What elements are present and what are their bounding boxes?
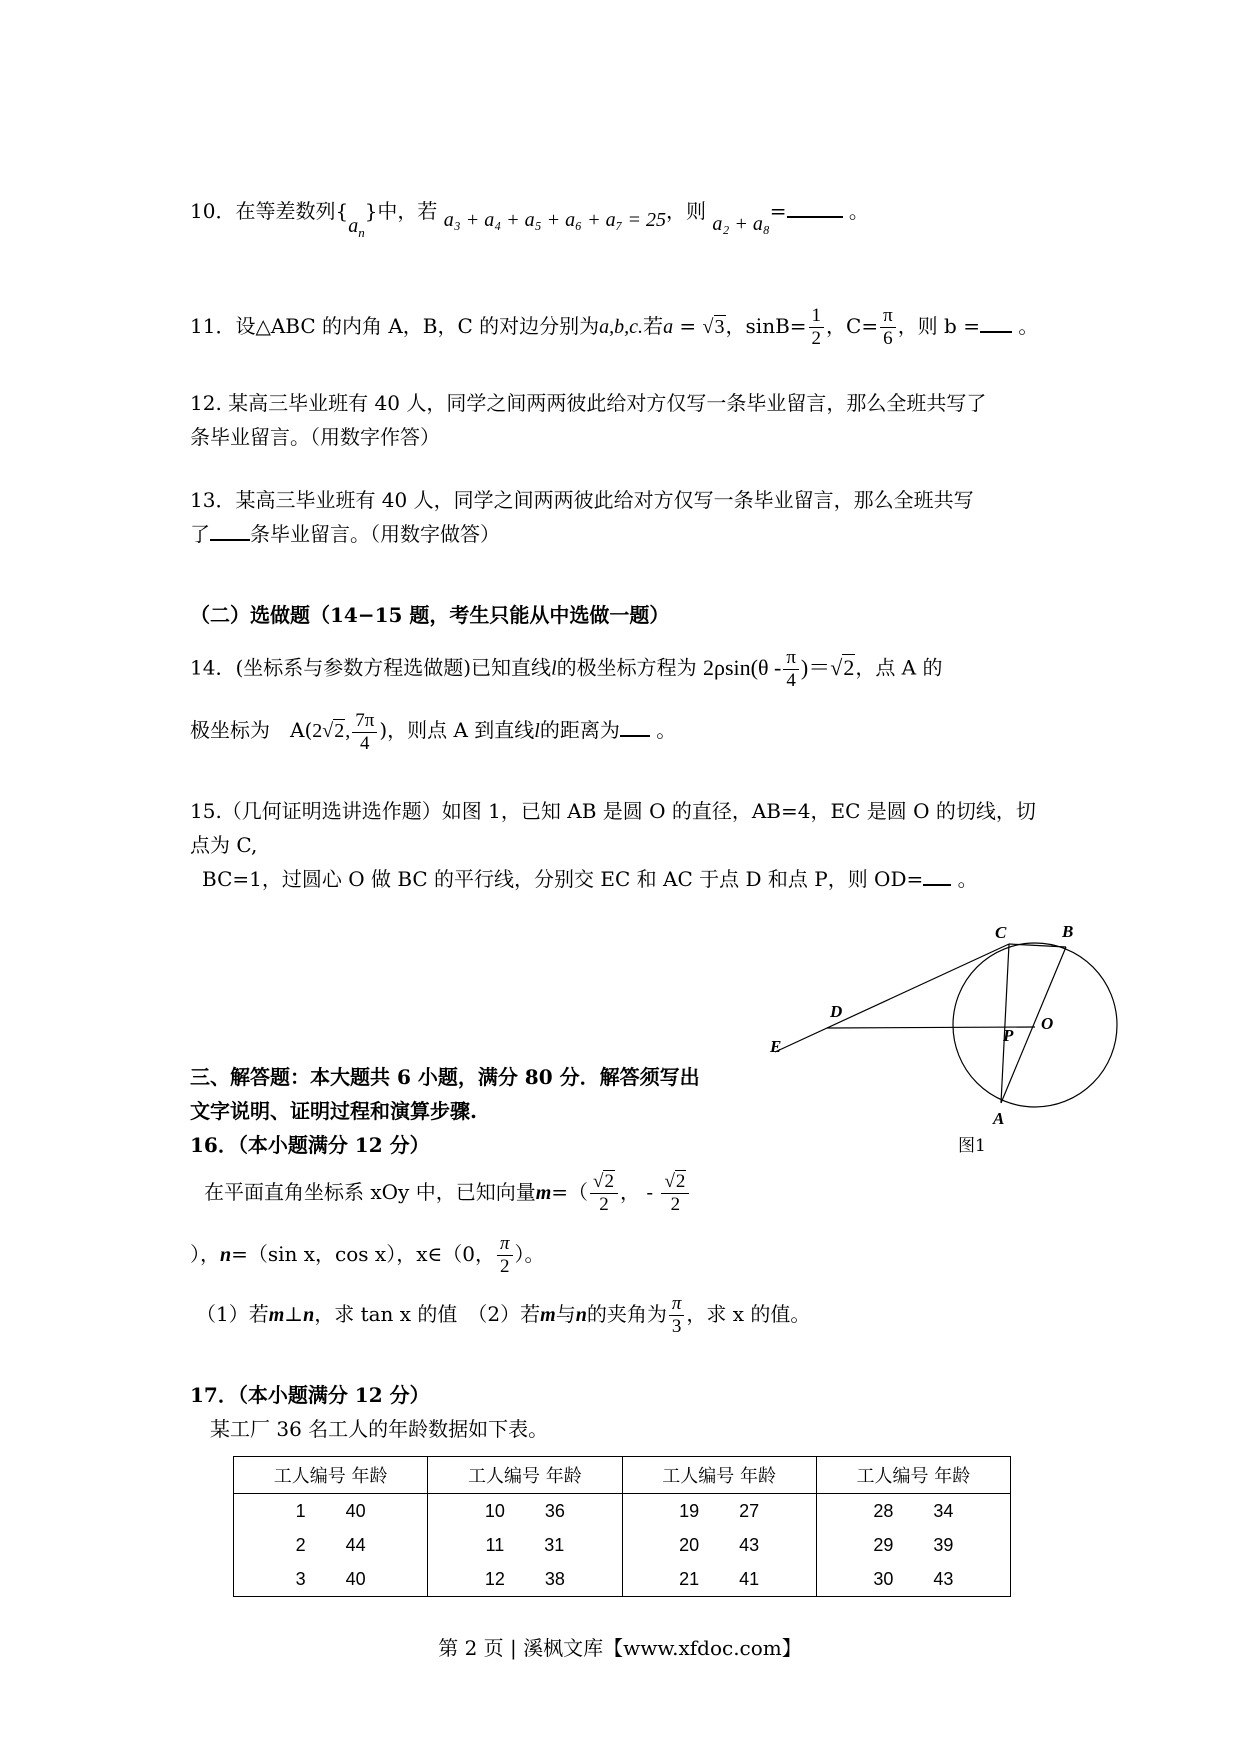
q13-answer-blank <box>210 521 250 541</box>
q11-sinb-frac: $\frac{1}{2}$ <box>809 305 825 350</box>
q16-text-1: 在平面直角坐标系 xOy 中，已知向量 <box>204 1180 536 1204</box>
label-d: D <box>830 1002 843 1021</box>
q17-intro: 某工厂 36 名工人的年龄数据如下表。 <box>210 1417 549 1441</box>
question-11 <box>190 305 1060 350</box>
q14-polar-coord: 2√2, $\frac{7\pi}{4}$ <box>312 720 379 742</box>
label-o: O <box>1041 1014 1054 1033</box>
worker-age: 40 <box>345 1568 366 1589</box>
q10-text-3: ，则 <box>666 199 707 223</box>
q11-eq: = <box>679 314 697 338</box>
chord-ca <box>1001 944 1009 1103</box>
label-e: E <box>770 1037 782 1056</box>
q11-c-frac: $\frac{\pi}{6}$ <box>880 305 896 350</box>
worker-id: 12 <box>484 1568 505 1589</box>
q10-condition: a₃ + a₄ + a₅ + a₆ + a₇ = 25 <box>443 209 667 231</box>
q10-text-2: }中，若 <box>364 199 438 223</box>
q14-text-6: 的距离为 <box>539 718 620 743</box>
table-cell <box>234 1562 428 1597</box>
circle-o <box>953 943 1117 1107</box>
q17-title: 17．（本小题满分 12 分） <box>190 1383 430 1407</box>
q14-line-l: l <box>551 657 557 680</box>
table-cell <box>428 1494 622 1529</box>
table-cell <box>234 1494 428 1529</box>
worker-age: 41 <box>739 1568 760 1589</box>
table-header-row <box>234 1457 1011 1494</box>
q13-line-1: 13．某高三毕业班有 40 人，同学之间两两彼此给对方仅写一条毕业留言，那么全班共写 <box>190 488 974 512</box>
q15-answer-blank <box>923 866 951 886</box>
table-cell <box>234 1528 428 1562</box>
label-a: A <box>993 1109 1005 1128</box>
q16-text-2: =（ <box>551 1180 589 1204</box>
q11-sqrt3: √3 <box>702 316 725 338</box>
q14-text-4: 极坐标为 A( <box>190 718 313 743</box>
q16-vector-n: n <box>220 1244 232 1266</box>
question-12 <box>190 386 1060 454</box>
worker-id: 29 <box>873 1534 894 1555</box>
worker-id: 1 <box>295 1500 306 1521</box>
table-cell <box>428 1562 622 1597</box>
table-header: 工人编号 年龄 <box>234 1457 428 1494</box>
q16-text-4: ）， <box>190 1242 220 1266</box>
q11-text-5: ，则 b = <box>897 314 980 338</box>
question-13 <box>190 483 1060 551</box>
q16-vector-m: m <box>535 1182 552 1204</box>
worker-age: 44 <box>345 1534 366 1555</box>
q16-frac-pi-2: $\frac{\pi}{2}$ <box>497 1233 513 1278</box>
q16-minus: - <box>646 1180 654 1204</box>
q16-text-3: ， <box>619 1180 640 1204</box>
q11-answer-blank <box>980 313 1012 333</box>
q15-line-2: 点为 C, <box>190 833 258 857</box>
table-header: 工人编号 年龄 <box>622 1457 816 1494</box>
label-c: C <box>995 923 1007 942</box>
question-14 <box>190 647 1060 692</box>
q16-parts: （1）若m⊥n，求 tan x 的值 （2）若m与n的夹角为 $\frac{\pi}{3}$ ，求 x 的值。 <box>196 1293 811 1337</box>
q16-frac-1: $\frac{√2}{2}$ <box>590 1171 618 1216</box>
section-3-heading <box>190 1060 790 1128</box>
q11-number: 11． <box>190 314 236 338</box>
q14-text-5: )，则点 A 到直线 <box>379 718 535 743</box>
q14-answer-blank <box>620 717 650 737</box>
q16-text-6: ）。 <box>514 1242 545 1266</box>
worker-id: 20 <box>679 1534 700 1555</box>
q11-period: 。 <box>1018 314 1039 338</box>
table-cell <box>816 1494 1010 1529</box>
q11-a: a <box>663 316 674 338</box>
q10-text-1: 在等差数列{ <box>235 199 349 223</box>
table-row <box>234 1528 1011 1562</box>
q10-ask: a₂ + a₈ <box>712 213 770 235</box>
page-footer: 第 2 页 | 溪枫文库【www.xfdoc.com】 <box>438 1636 802 1660</box>
figure-caption: 图1 <box>958 1136 986 1156</box>
q15-line-1: 15.（几何证明选讲选作题）如图 1，已知 AB 是圆 O 的直径，AB=4，EC 是圆 O 的切线，切 <box>190 799 1036 823</box>
q16-text-5: =（sin x，cos x），x∈（0， <box>231 1242 496 1266</box>
q16-body-line-2 <box>190 1230 1060 1279</box>
question-10 <box>190 194 1060 240</box>
q14-number: 14． <box>190 655 236 680</box>
worker-age: 34 <box>933 1500 954 1521</box>
worker-age: 43 <box>933 1568 954 1589</box>
question-14-line-2 <box>190 710 1060 755</box>
q14-equation: 2ρsin(θ - $\frac{\pi}{4}$ )＝√2 <box>702 647 855 691</box>
q16-frac-2: $\frac{√2}{2}$ <box>661 1171 689 1216</box>
table-header: 工人编号 年龄 <box>428 1457 622 1494</box>
diameter-ab <box>1001 947 1066 1103</box>
q10-answer-blank <box>787 198 843 218</box>
q11-sides: a,b,c. <box>599 316 644 338</box>
q10-number: 10． <box>190 199 236 223</box>
worker-age: 27 <box>739 1500 760 1521</box>
q10-period: 。 <box>848 199 869 223</box>
worker-id: 11 <box>485 1534 505 1555</box>
worker-age: 36 <box>544 1500 565 1521</box>
table-header: 工人编号 年龄 <box>816 1457 1010 1494</box>
worker-age: 38 <box>544 1568 565 1589</box>
q14-line-l-2: l <box>534 720 540 743</box>
q12-line-2: 条毕业留言。（用数字作答） <box>190 425 440 449</box>
table-cell <box>816 1562 1010 1597</box>
worker-id: 28 <box>873 1500 894 1521</box>
q14-text-2: 的极坐标方程为 <box>556 655 697 680</box>
table-cell <box>622 1494 816 1529</box>
worker-id: 2 <box>295 1534 306 1555</box>
table-row <box>234 1494 1011 1529</box>
q14-text-3: ，点 A 的 <box>855 655 943 680</box>
table-body <box>234 1494 1011 1597</box>
worker-id: 3 <box>295 1568 306 1589</box>
q16-frac-pi-3: $\frac{\pi}{3}$ <box>669 1293 685 1338</box>
q15-line-3: BC=1，过圆心 O 做 BC 的平行线，分别交 EC 和 AC 于点 D 和点 P，则 OD= 。 <box>202 867 978 891</box>
table-cell <box>816 1528 1010 1562</box>
section-2-heading: （二）选做题（14−15 题，考生只能从中选做一题） <box>190 603 670 627</box>
q11-text-1: 设△ABC 的内角 A，B，C 的对边分别为 <box>235 314 600 338</box>
worker-age-table <box>233 1456 1011 1597</box>
question-15 <box>190 794 1060 896</box>
tangent-ec <box>775 944 1009 1052</box>
worker-id: 19 <box>679 1500 700 1521</box>
worker-age: 40 <box>345 1500 366 1521</box>
worker-age: 43 <box>739 1534 760 1555</box>
table-cell <box>428 1528 622 1562</box>
q10-seq-a: $a_n$ <box>348 215 365 240</box>
worker-age: 39 <box>933 1534 954 1555</box>
q16-body-line-1 <box>190 1168 1074 1217</box>
q14-period: 。 <box>656 718 677 743</box>
q10-equals: = <box>769 199 787 223</box>
q11-text-3: ，sinB= <box>725 314 807 338</box>
label-p: P <box>1003 1026 1014 1045</box>
worker-id: 21 <box>679 1568 700 1589</box>
label-b: B <box>1062 922 1074 941</box>
chord-cb <box>1009 944 1066 947</box>
table-cell <box>622 1528 816 1562</box>
worker-id: 30 <box>873 1568 894 1589</box>
q13-line-2: 了 条毕业留言。（用数字做答） <box>190 522 500 546</box>
q16-title: 16．（本小题满分 12 分） <box>190 1133 430 1157</box>
section-3-line-1: 三、解答题：本大题共 6 小题，满分 80 分．解答须写出 <box>190 1065 700 1089</box>
table-row <box>234 1562 1011 1597</box>
worker-id: 10 <box>484 1500 505 1521</box>
section-3-line-2: 文字说明、证明过程和演算步骤. <box>190 1099 477 1123</box>
q11-text-4: ，C= <box>826 314 879 338</box>
worker-age: 31 <box>544 1534 565 1555</box>
q14-text-1: (坐标系与参数方程选做题)已知直线 <box>235 655 552 680</box>
q12-line-1: 12. 某高三毕业班有 40 人，同学之间两两彼此给对方仅写一条毕业留言，那么全班共写了 <box>190 391 987 415</box>
q11-text-2: 若 <box>643 314 664 338</box>
table-cell <box>622 1562 816 1597</box>
